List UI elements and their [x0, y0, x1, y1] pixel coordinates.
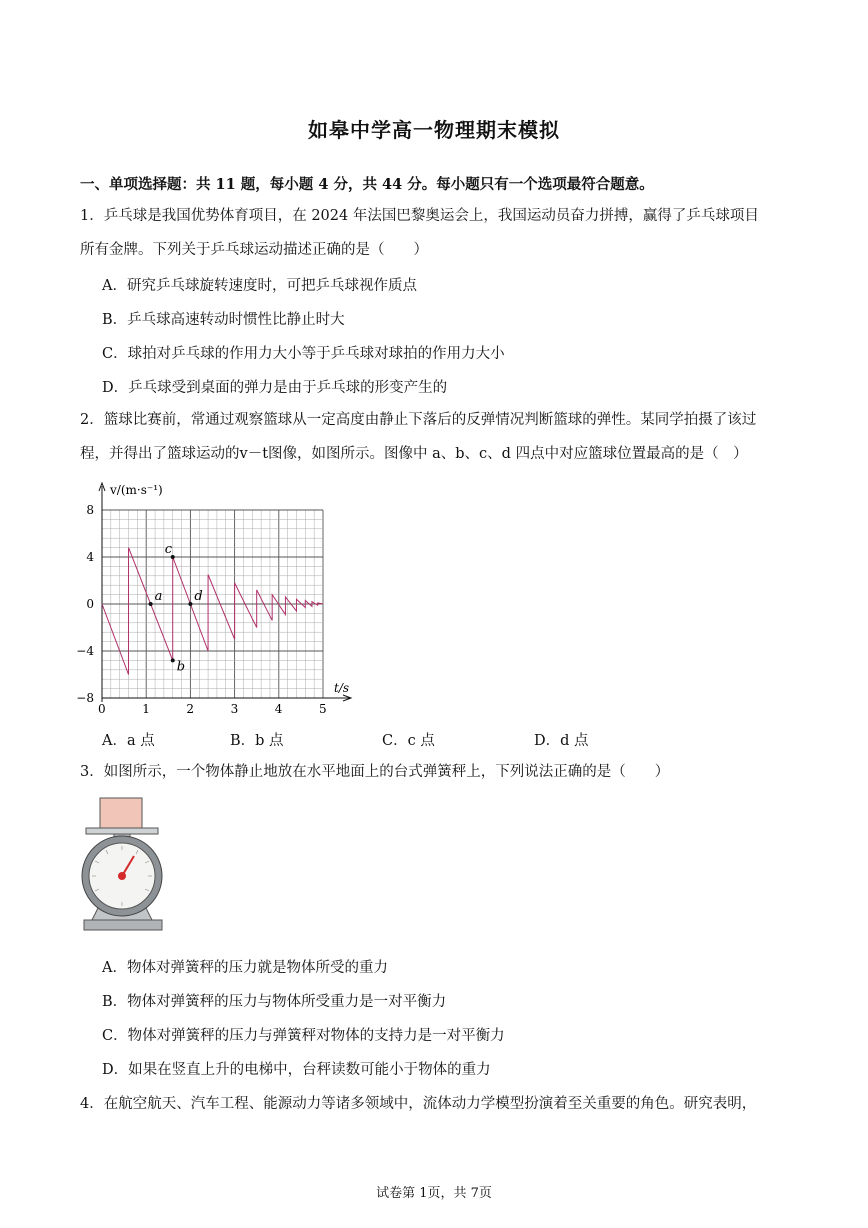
point-a	[149, 602, 153, 606]
chart-axes	[99, 483, 351, 702]
object-block	[100, 798, 142, 828]
q3-option-c: C．物体对弹簧秤的压力与弹簧秤对物体的支持力是一对平衡力	[102, 1028, 505, 1044]
q2-stem-line1: 2．篮球比赛前，常通过观察篮球从一定高度由静止下落后的反弹情况判断篮球的弹性。某同学拍摄了该过	[80, 412, 757, 428]
q2-option-d: D．d 点	[534, 733, 589, 749]
q1-option-d: D．乒乓球受到桌面的弹力是由于乒乓球的形变产生的	[102, 380, 448, 396]
point-label-d: d	[194, 589, 203, 604]
q3-stem-line1: 3．如图所示，一个物体静止地放在水平地面上的台式弹簧秤上，下列说法正确的是（ ）	[80, 764, 670, 780]
q1-option-a: A．研究乒乓球旋转速度时，可把乒乓球视作质点	[102, 278, 417, 294]
point-label-a: a	[154, 589, 163, 604]
q1-stem-line2: 所有金牌。下列关于乒乓球运动描述正确的是（ ）	[80, 242, 428, 258]
q1-option-c: C．球拍对乒乓球的作用力大小等于乒乓球对球拍的作用力大小	[102, 346, 505, 362]
y-tick-label: 0	[86, 597, 94, 611]
q4-stem-line1: 4．在航空航天、汽车工程、能源动力等诸多领域中，流体动力学模型扮演着至关重要的角色。研究表明，	[80, 1096, 757, 1112]
spring-scale-illustration	[78, 794, 170, 936]
x-tick-label: 2	[186, 702, 195, 716]
y-tick-label: 4	[86, 550, 94, 564]
q1-option-b: B．乒乓球高速转动时惯性比静止时大	[102, 312, 345, 328]
needle-pivot	[118, 872, 126, 880]
q3-option-b: B．物体对弹簧秤的压力与物体所受重力是一对平衡力	[102, 994, 447, 1010]
x-tick-label: 0	[98, 702, 106, 716]
q2-stem-line2: 程，并得出了篮球运动的v－t图像，如图所示。图像中 a、b、c、d 四点中对应篮球位置最高的是（ ）	[80, 446, 748, 462]
q2-option-c: C．c 点	[382, 733, 435, 749]
q1-stem-line1: 1．乒乓球是我国优势体育项目，在 2024 年法国巴黎奥运会上，我国运动员奋力拼搏，赢得了乒乓球项目	[80, 208, 759, 224]
y-tick-label: −4	[76, 644, 94, 658]
point-label-b: b	[176, 659, 186, 675]
y-tick-label: 8	[86, 503, 94, 517]
scale-pan	[86, 828, 158, 834]
section-heading: 一、单项选择题：共 11 题，每小题 4 分，共 44 分。每小题只有一个选项最符合题意。	[80, 176, 654, 193]
x-axis-label: t/s	[334, 681, 350, 695]
point-b	[171, 658, 175, 662]
x-tick-label: 3	[230, 702, 239, 716]
y-tick-label: −8	[76, 691, 94, 705]
q3-option-d: D．如果在竖直上升的电梯中，台秤读数可能小于物体的重力	[102, 1062, 491, 1078]
vt-chart	[72, 478, 372, 718]
q2-option-a: A．a 点	[102, 733, 155, 749]
q3-option-a: A．物体对弹簧秤的压力就是物体所受的重力	[102, 960, 388, 976]
x-tick-label: 1	[142, 702, 150, 716]
point-label-c: c	[164, 542, 173, 557]
page-footer: 试卷第 1页，共 7页	[376, 1186, 492, 1201]
y-axis-label: v/(m·s⁻¹)	[110, 483, 163, 497]
chart-grid	[102, 510, 323, 698]
page-title: 如皋中学高一物理期末模拟	[308, 118, 560, 142]
q2-option-b: B．b 点	[230, 733, 284, 749]
x-tick-label: 4	[274, 702, 283, 716]
x-tick-label: 5	[319, 702, 327, 716]
point-d	[188, 602, 192, 606]
